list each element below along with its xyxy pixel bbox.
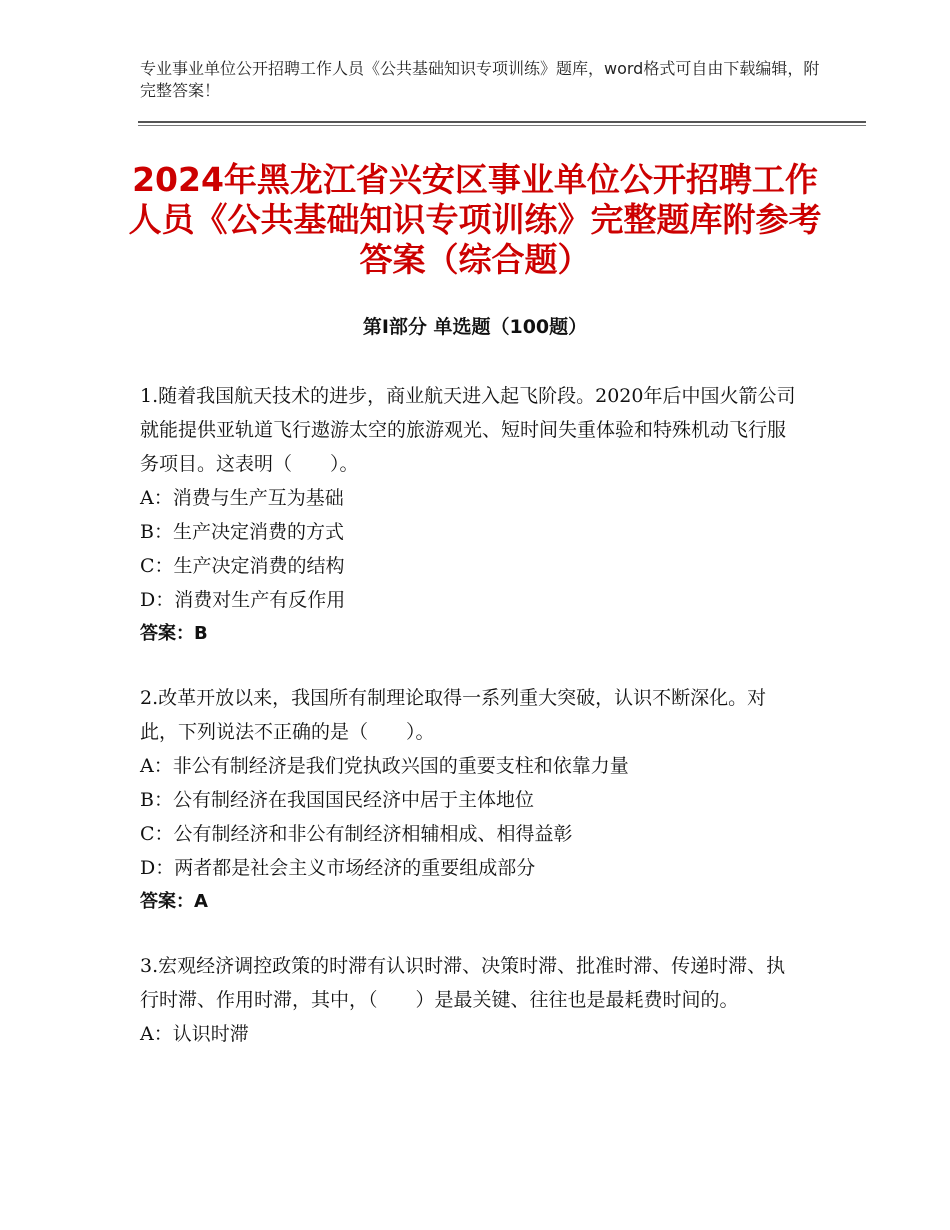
option-b: B：生产决定消费的方式	[140, 521, 344, 543]
header-rule-thick	[138, 121, 866, 123]
question-stem: 1.随着我国航天技术的进步，商业航天进入起飞阶段。2020年后中国火箭公司就能提供亚轨道飞行遨游太空的旅游观光、短时间失重体验和特殊机动飞行服务项目。这表明（ ）。	[140, 385, 796, 475]
document-title: 2024年黑龙江省兴安区事业单位公开招聘工作人员《公共基础知识专项训练》完整题库附参考答案（综合题）	[128, 160, 822, 279]
option-c: C：公有制经济和非公有制经济相辅相成、相得益彰	[140, 823, 573, 845]
question-2	[140, 681, 800, 919]
question-stem: 3.宏观经济调控政策的时滞有认识时滞、决策时滞、批准时滞、传递时滞、执行时滞、作用时滞，其中，（ ）是最关键、往往也是最耗费时间的。	[140, 955, 786, 1011]
option-d: D：消费对生产有反作用	[140, 589, 346, 611]
question-list	[140, 379, 800, 1081]
option-a: A：认识时滞	[140, 1023, 249, 1045]
option-c: C：生产决定消费的结构	[140, 555, 345, 577]
option-a: A：非公有制经济是我们党执政兴国的重要支柱和依靠力量	[140, 755, 629, 777]
answer-line: 答案：A	[140, 891, 208, 912]
section-title: 第Ⅰ部分 单选题（100题）	[362, 316, 588, 338]
option-d: D：两者都是社会主义市场经济的重要组成部分	[140, 857, 536, 879]
option-a: A：消费与生产互为基础	[140, 487, 344, 509]
question-1	[140, 379, 800, 651]
question-stem: 2.改革开放以来，我国所有制理论取得一系列重大突破，认识不断深化。对此，下列说法不正确的是（ ）。	[140, 687, 767, 743]
header-note: 专业事业单位公开招聘工作人员《公共基础知识专项训练》题库，word格式可自由下载编辑，附完整答案！	[140, 59, 820, 100]
option-b: B：公有制经济在我国国民经济中居于主体地位	[140, 789, 534, 811]
answer-line: 答案：B	[140, 623, 208, 644]
question-3	[140, 949, 800, 1051]
header-rule-thin	[138, 125, 866, 126]
